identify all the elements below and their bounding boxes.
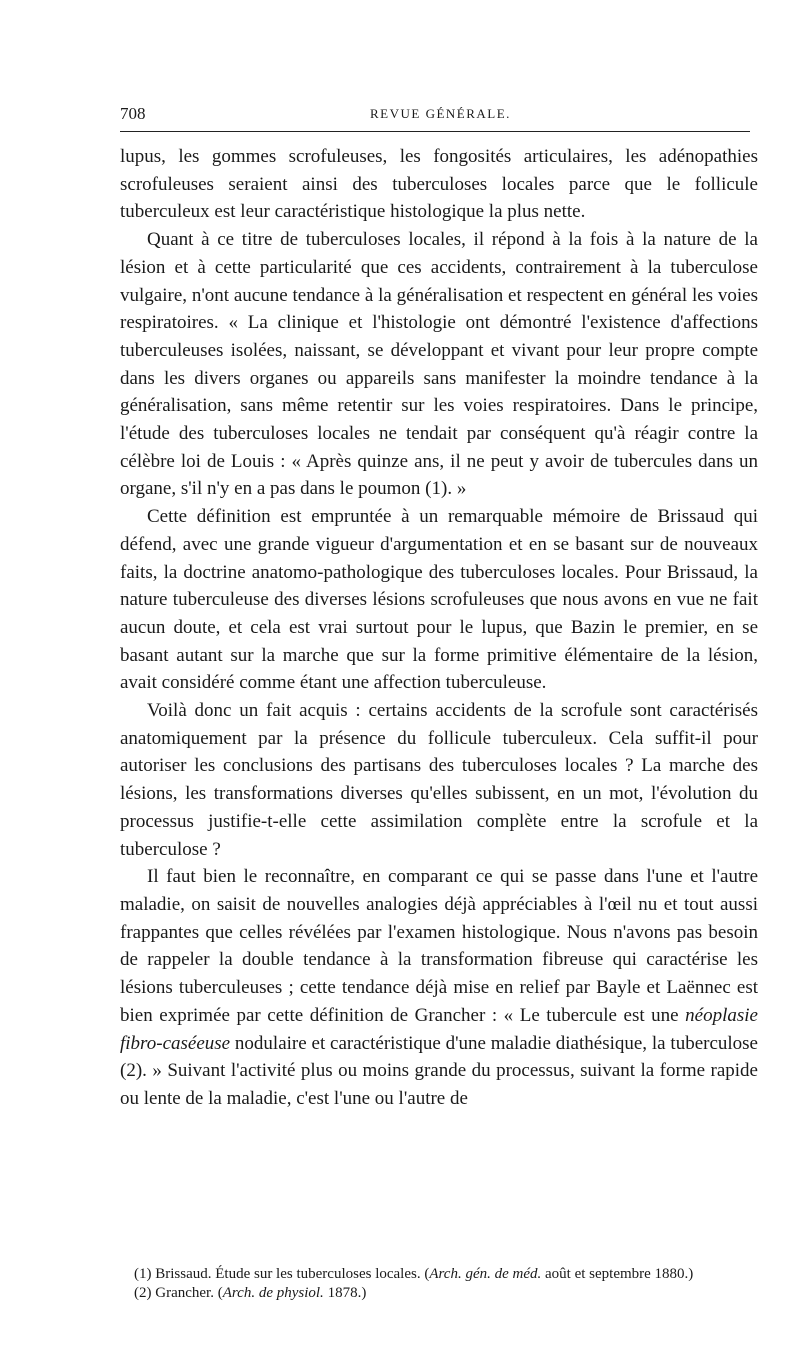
paragraph-text: Voilà donc un fait acquis : certains accidents de la scrofule sont caractérisés anatomiquement par la présence du follicule tuberculeux. Cela suffit-il pour autoriser les conclusions des partisans des tuberculoses locales ? La marche des lésions, les transformations diverses qu'elles subissent, en un mot, l'évolution du processus justifie-t-elle cette assimilation complète entre la scrofule et la tuberculose ? xyxy=(120,700,758,860)
footnote-text: 1878.) xyxy=(323,1285,367,1301)
paragraph-local-tuberculosis xyxy=(120,226,758,503)
journal-title: Arch. gén. de méd. xyxy=(429,1266,542,1282)
page-header xyxy=(120,104,750,128)
paragraph-text: lupus, les gommes scrofuleuses, les fongosités articulaires, les adénopathies scrofuleuses seraient ainsi des tuberculoses locales parce que le follicule tuberculeux est leur caractéristique histologique la plus nette. xyxy=(120,146,758,223)
paragraph-text: Quant à ce titre de tuberculoses locales, il répond à la fois à la nature de la lésion et à cette particularité que ces accidents, contrairement à la tuberculose vulgaire, n'ont aucune tendance à la généralisation et respectent en général les voies respiratoires. « La clinique et l'histologie ont démontré l'existence d'affections tuberculeuses isolées, naissant, se développant et vivant pour leur propre compte dans les divers organes ou appareils sans manifester la moindre tendance à la généralisation, sans même retentir sur les voies respiratoires. Dans le principe, l'étude des tuberculoses locales ne tendait par conséquent qu'à réagir contre la célèbre loi de Louis : « Après quinze ans, il ne peut y avoir de tubercules dans un organe, s'il n'y en a pas dans le poumon (1). » xyxy=(120,229,758,500)
footnote-text: (2) Grancher. ( xyxy=(134,1285,223,1301)
paragraph-fait-acquis xyxy=(120,697,758,863)
page-number: 708 xyxy=(120,104,146,123)
paragraph-continued xyxy=(120,143,758,226)
italic-term: néoplasie fibro-caséeuse xyxy=(120,1004,758,1054)
running-head: REVUE GÉNÉRALE. xyxy=(370,106,511,121)
paragraph-text: nodulaire et caractéristique d'une maladie diathésique, la tuberculose (2). » Suivant l'activité plus ou moins grande du processus, suivant la forme rapide ou lente de la maladie, c'est l'une ou l'autre de xyxy=(120,1032,758,1109)
footnote-text: août et septembre 1880.) xyxy=(541,1266,694,1282)
footnote-text: (1) Brissaud. Étude sur les tuberculoses locales. ( xyxy=(134,1266,430,1282)
footnote-1 xyxy=(120,1265,758,1284)
footnote-2 xyxy=(120,1284,758,1303)
journal-title: Arch. de physiol. xyxy=(222,1285,324,1301)
body-text xyxy=(120,143,758,1113)
paragraph-grancher xyxy=(120,863,758,1112)
header-rule xyxy=(120,131,750,132)
footnotes xyxy=(120,1265,758,1303)
paragraph-text: Il faut bien le reconnaître, en comparant ce qui se passe dans l'une et l'autre maladie, on saisit de nouvelles analogies déjà appréciables à l'œil nu et tout aussi frappantes que celles révélées par l'examen histologique. Nous n'avons pas besoin de rappeler la double tendance à la transformation fibreuse qui caractérise les lésions tuberculeuses ; cette tendance déjà mise en relief par Bayle et Laënnec est bien exprimée par cette définition de Grancher : « Le tubercule est une xyxy=(120,866,758,1026)
paragraph-brissaud xyxy=(120,503,758,697)
paragraph-text: Cette définition est empruntée à un remarquable mémoire de Brissaud qui défend, avec une grande vigueur d'argumentation et en se basant sur de nouveaux faits, la doctrine anatomo-pathologique des tuberculoses locales. Pour Brissaud, la nature tuberculeuse des diverses lésions scrofuleuses que nous avons en vue ne fait aucun doute, et cela est vrai surtout pour le lupus, que Bazin le premier, en se basant autant sur la marche que sur la forme primitive élémentaire de la lésion, avait considéré comme étant une affection tuberculeuse. xyxy=(120,506,758,694)
